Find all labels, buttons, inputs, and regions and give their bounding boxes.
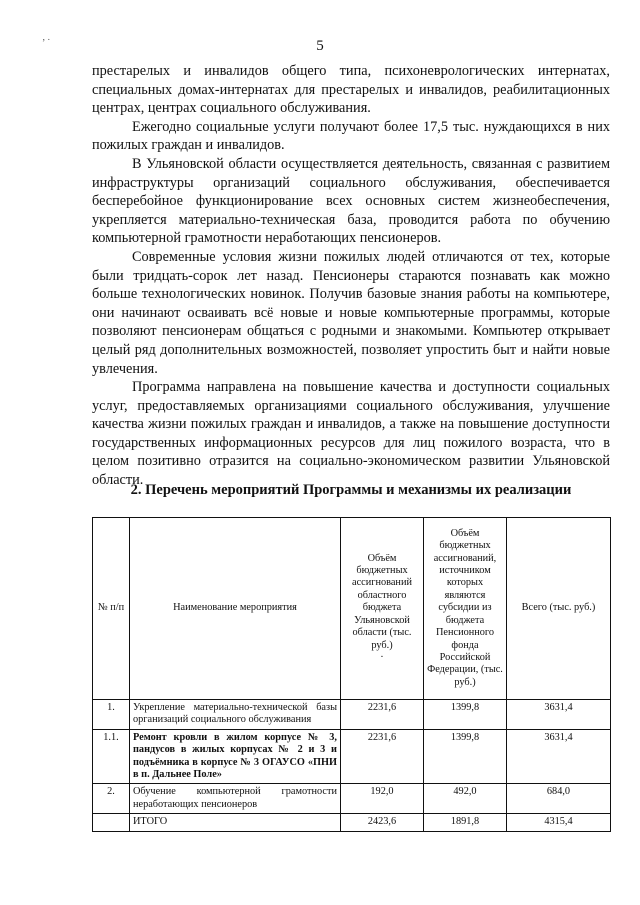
row-name: Обучение компьютерной грамотности неработающих пенсионеров [130, 784, 341, 814]
section-title: 2. Перечень мероприятий Программы и механизмы их реализации [130, 482, 572, 498]
header-pension-fund: Объём бюджетных ассигнований, источником которых являются субсидии из бюджета Пенсионного фонда Российской Федерации, (тыс. руб.) [424, 518, 507, 700]
header-regional-text: Объём бюджетных ассигнований областного бюджета Ульяновской области (тыс. руб.) [352, 552, 412, 651]
scan-marks: ’ ˙ [42, 38, 51, 49]
paragraph-2: Ежегодно социальные услуги получают более 17,5 тыс. нуждающихся в них пожилых граждан и инвалидов. [92, 118, 610, 154]
row-total: 4315,4 [507, 814, 611, 831]
row-name: ИТОГО [130, 814, 341, 831]
header-regional-budget [341, 518, 424, 700]
table-header-row [93, 518, 611, 700]
row-total: 3631,4 [507, 729, 611, 784]
row-total: 3631,4 [507, 700, 611, 730]
measures-table [92, 517, 611, 832]
paragraph-4: Современные условия жизни пожилых людей отличаются от тех, которые были тридцать-сорок лет назад. Пенсионеры стараются познавать как можно больше технологических новинок. Получив базовые знания работы на компьютере, они начинают осваивать всё новые и новые компьютерные программы, которые позволяют пенсионерам общаться с родными и знакомыми. Компьютер открывает целый ряд дополнительных возможностей, позволяет упростить быт и найти новые увлечения. [92, 248, 610, 377]
table-row [93, 700, 611, 730]
page-number: 5 [316, 38, 324, 54]
table-total-row [93, 814, 611, 831]
table-row [93, 784, 611, 814]
row-pension: 492,0 [424, 784, 507, 814]
row-pension: 1891,8 [424, 814, 507, 831]
header-name: Наименование мероприятия [130, 518, 341, 700]
row-num: 1.1. [93, 729, 130, 784]
row-num: 1. [93, 700, 130, 730]
header-regional-mark: · [380, 651, 384, 663]
row-regional: 2423,6 [341, 814, 424, 831]
table-row [93, 729, 611, 784]
row-pension: 1399,8 [424, 700, 507, 730]
row-num [93, 814, 130, 831]
body-text [92, 62, 610, 490]
row-pension: 1399,8 [424, 729, 507, 784]
row-total: 684,0 [507, 784, 611, 814]
row-name: Ремонт кровли в жилом корпусе № 3, пандусов в жилых корпусах № 2 и 3 и подъёмника в корпусе № 3 ОГАУСО «ПНИ в п. Дальнее Поле» [130, 729, 341, 784]
header-total: Всего (тыс. руб.) [507, 518, 611, 700]
paragraph-1: престарелых и инвалидов общего типа, психоневрологических интернатах, специальных домах-интернатах для престарелых и инвалидов, реабилитационных центрах, центрах социального обслуживания. [92, 63, 610, 117]
row-num: 2. [93, 784, 130, 814]
paragraph-5: Программа направлена на повышение качества и доступности социальных услуг, предоставляемых организациями социального обслуживания, улучшение качества жизни пожилых граждан и инвалидов, а также на повышение доступности государственных информационных ресурсов для лиц пожилого возраста, что в целом позитивно отразится на социально-экономическом развитии Ульяновской области. [92, 379, 610, 489]
row-name: Укрепление материально-технической базы организаций социального обслуживания [130, 700, 341, 730]
row-regional: 2231,6 [341, 700, 424, 730]
paragraph-3: В Ульяновской области осуществляется деятельность, связанная с развитием инфраструктуры организаций социального обслуживания, обеспечивается бесперебойное функционирование всех основных систем жизнеобеспечения, укрепляется материально-техническая база, проводится работа по обучению компьютерной грамотности неработающих пенсионеров. [92, 155, 610, 247]
header-num: № п/п [93, 518, 130, 700]
row-regional: 192,0 [341, 784, 424, 814]
row-regional: 2231,6 [341, 729, 424, 784]
